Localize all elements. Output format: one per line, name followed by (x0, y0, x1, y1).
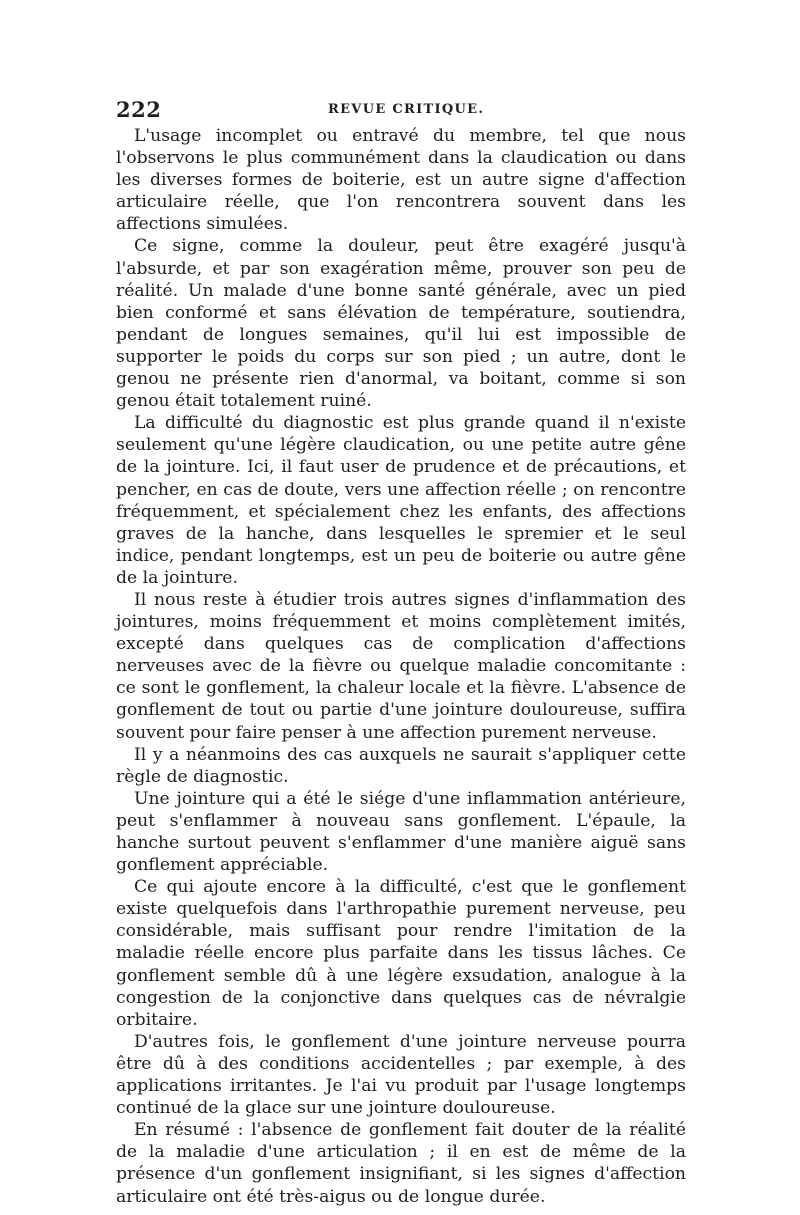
paragraph-usage-incomplet: L'usage incomplet ou entravé du membre, tel que nous l'observons le plus communément dans la claudication ou dans les diverses formes de boiterie, est un autre signe d'affection articulaire réelle, que l'on rencontrera souvent dans les affections simulées. (116, 126, 686, 235)
paragraph-regle-diagnostic: Il y a néanmoins des cas auxquels ne saurait s'appliquer cette règle de diagnostic. (116, 744, 686, 787)
paragraph-autres-fois: D'autres fois, le gonflement d'une jointure nerveuse pourra être dû à des conditions accidentelles ; par exemple, à des applications irritantes. Je l'ai vu produit par l'usage longtemps continué de la glace sur une jointure douloureuse. (116, 1031, 686, 1119)
running-title: REVUE CRITIQUE. (328, 102, 485, 117)
page-number: 222 (116, 97, 162, 122)
paragraph-difficulte-diagnostic: La difficulté du diagnostic est plus grande quand il n'existe seulement qu'une légère claudication, ou une petite autre gêne de la jointure. Ici, il faut user de prudence et de précautions, et pencher, en cas de doute, vers une affection réelle ; on rencontre fréquemment, et spécialement chez les enfants, des affections graves de la hanche, dans lesquelles le spremier et le seul indice, pendant longtemps, est un peu de boiterie ou autre gêne de la jointure. (116, 413, 686, 588)
paragraph-jointure-inflammation: Une jointure qui a été le siége d'une inflammation antérieure, peut s'enflammer à nouveau sans gonflement. L'épaule, la hanche surtout peuvent s'enflammer d'une manière aiguë sans gonflement appréciable. (116, 788, 686, 876)
paragraph-trois-autres-signes: Il nous reste à étudier trois autres signes d'inflammation des jointures, moins fréquemment et moins complètement imités, excepté dans quelques cas de complication d'affections nerveuses avec de la fièvre ou quelque maladie concomitante : ce sont le gonflement, la chaleur locale et la fièvre. L'absence de gonflement de tout ou partie d'une jointure douloureuse, suffira souvent pour faire penser à une affection purement nerveuse. (116, 589, 686, 743)
paragraph-difficulte-gonflement: Ce qui ajoute encore à la difficulté, c'est que le gonflement existe quelquefois dans l'arthropathie purement nerveuse, peu considérable, mais suffisant pour rendre l'imitation de la maladie réelle encore plus parfaite dans les tissus lâches. Ce gonflement semble dû à une légère exsudation, analogue à la congestion de la conjonctive dans quelques cas de névralgie orbitaire. (116, 877, 686, 1030)
paragraph-ce-signe: Ce signe, comme la douleur, peut être exagéré jusqu'à l'absurde, et par son exagération même, prouver son peu de réalité. Un malade d'une bonne santé générale, avec un pied bien conformé et sans élévation de température, soutiendra, pendant de longues semaines, qu'il lui est impossible de supporter le poids du corps sur son pied ; un autre, dont le genou ne présente rien d'anormal, va boitant, comme si son genou était totalement ruiné. (116, 236, 686, 412)
paragraph-en-resume: En résumé : l'absence de gonflement fait douter de la réalité de la maladie d'une articulation ; il en est de même de la présence d'un gonflement insignifiant, si les signes d'affection articulaire ont été très-aigus ou de longue durée. (116, 1120, 686, 1207)
running-header (116, 97, 686, 125)
body-text (116, 125, 686, 1208)
